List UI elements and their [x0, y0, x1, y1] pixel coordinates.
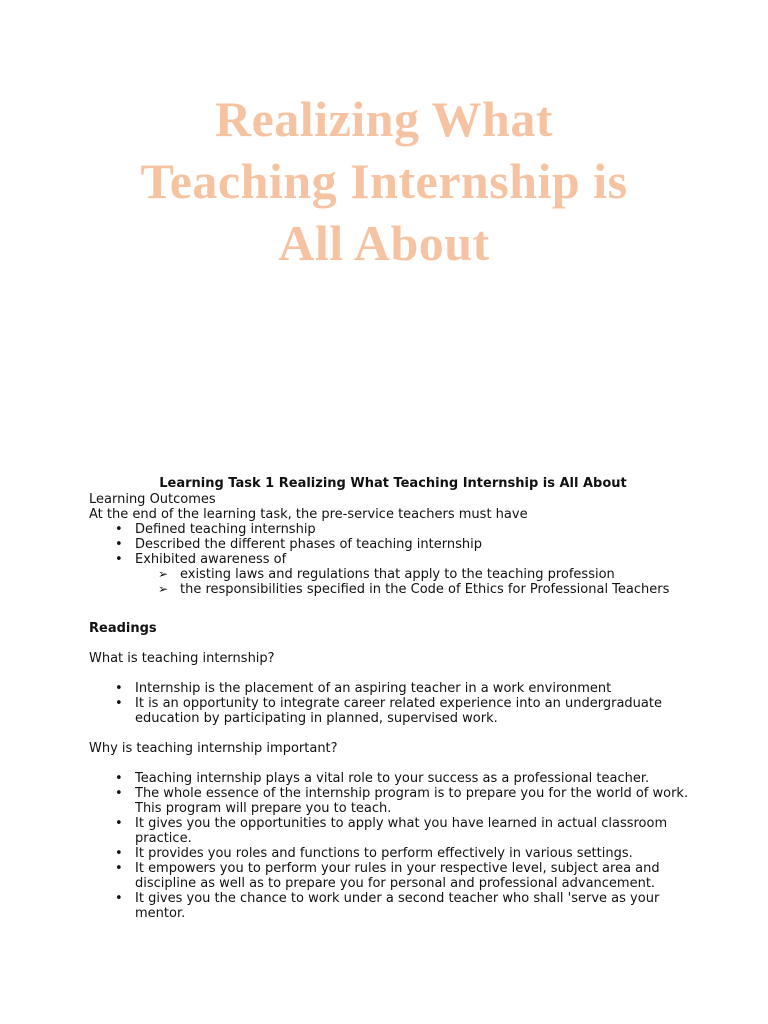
list-item: • Teaching internship plays a vital role to your success as a professional teacher.	[89, 771, 689, 786]
internship-definition-list	[89, 681, 689, 726]
list-item: • It gives you the opportunities to apply what you have learned in actual classroom practice.	[89, 816, 689, 846]
list-item: • The whole essence of the internship program is to prepare you for the world of work. This program will prepare you to teach.	[89, 786, 689, 816]
title-line-2: Teaching Internship is	[140, 153, 628, 209]
document-body	[89, 476, 689, 921]
awareness-sublist	[89, 567, 689, 597]
list-item: • Exhibited awareness of	[89, 552, 689, 567]
list-item: • It is an opportunity to integrate career related experience into an undergraduate education by participating in planned, supervised work.	[89, 696, 689, 726]
list-item: ➢ existing laws and regulations that apply to the teaching profession	[89, 567, 689, 582]
learning-outcomes-list	[89, 522, 689, 567]
learning-task-heading: Learning Task 1 Realizing What Teaching Internship is All About	[159, 476, 627, 491]
list-item: ➢ the responsibilities specified in the Code of Ethics for Professional Teachers	[89, 582, 689, 597]
question-why-important: Why is teaching internship important?	[89, 741, 338, 756]
list-item: • Described the different phases of teaching internship	[89, 537, 689, 552]
title-line-3: All About	[278, 215, 490, 271]
learning-outcomes-label: Learning Outcomes	[89, 492, 216, 507]
list-item: • It empowers you to perform your rules in your respective level, subject area and discipline as well as to prepare you for personal and professional advancement.	[89, 861, 689, 891]
learning-outcomes-intro: At the end of the learning task, the pre-service teachers must have	[89, 507, 528, 522]
list-item: • Defined teaching internship	[89, 522, 689, 537]
document-title	[0, 88, 768, 274]
list-item: • Internship is the placement of an aspiring teacher in a work environment	[89, 681, 689, 696]
list-item: • It gives you the chance to work under a second teacher who shall 'serve as your mentor.	[89, 891, 689, 921]
readings-heading: Readings	[89, 621, 157, 636]
title-line-1: Realizing What	[214, 91, 554, 147]
importance-list	[89, 771, 689, 921]
question-what-is-internship: What is teaching internship?	[89, 651, 275, 666]
list-item: • It provides you roles and functions to perform effectively in various settings.	[89, 846, 689, 861]
